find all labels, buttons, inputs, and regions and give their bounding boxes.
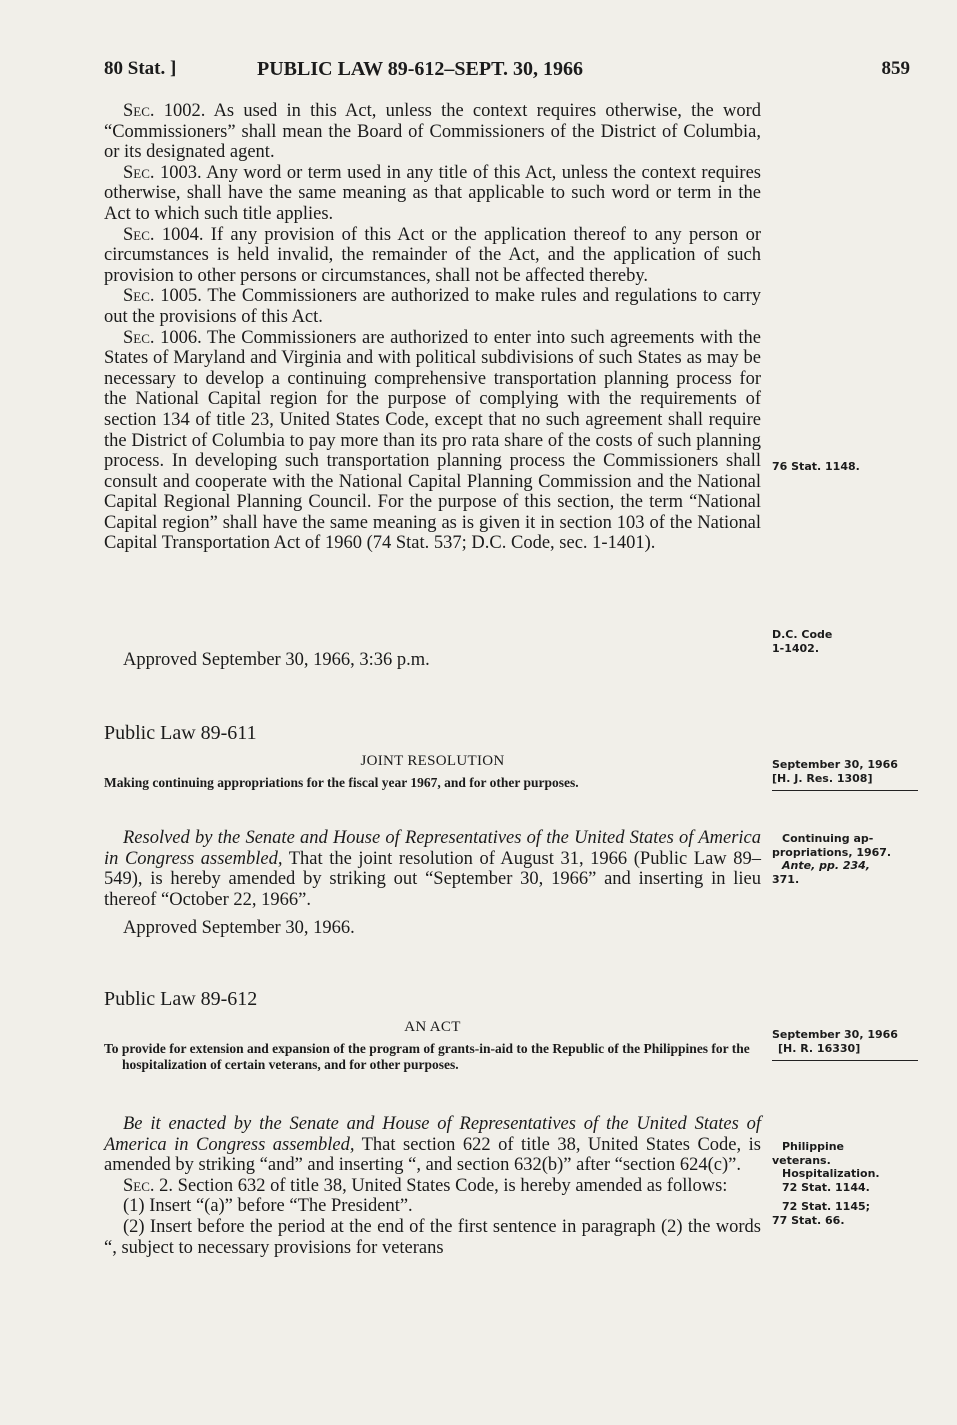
margin-note-text: September 30, 1966: [772, 1028, 898, 1041]
margin-note-text: Hospitalization.: [782, 1167, 880, 1181]
margin-note-text: Ante, pp. 234,: [782, 859, 870, 873]
margin-note-text: [H. J. Res. 1308]: [772, 771, 873, 785]
public-law-89-612-title: Public Law 89-612: [104, 988, 258, 1010]
section-label: Sec. 2.: [123, 1175, 174, 1196]
section-label: Sec. 1003.: [123, 162, 202, 183]
section-1005: [104, 286, 761, 327]
margin-note-date-612: [772, 1028, 922, 1055]
resolved-italic: Resolved by the Senate and House of Representatives of the United States of America in Congress assembled,: [104, 828, 761, 869]
header-statute-volume: 80 Stat. ]: [104, 58, 177, 79]
margin-note-text: 77 Stat. 66.: [772, 1213, 845, 1227]
margin-note-continuing: [772, 832, 922, 886]
section-1006: [104, 328, 761, 555]
amendment-item-2: (2) Insert before the period at the end of the first sentence in paragraph (2) the words “, subject to necessary provisions for veterans: [104, 1216, 761, 1258]
margin-note-text: D.C. Code: [772, 628, 833, 641]
margin-note-dc-code: [772, 628, 922, 655]
page-header: [104, 58, 910, 86]
section-text: Any word or term used in any title of this Act, unless the context requires otherwise, shall have the same meaning as that applicable to such word or term in the Act to which such title applies.: [104, 162, 761, 224]
amendment-item-1: (1) Insert “(a)” before “The President”.: [123, 1196, 413, 1217]
resolved-clause: [104, 828, 761, 910]
margin-divider: [772, 790, 918, 791]
header-page-number: 859: [881, 58, 910, 79]
margin-note-text: Continuing ap-: [782, 832, 874, 845]
pl-89-611-body: [104, 828, 761, 910]
public-law-89-611-title: Public Law 89-611: [104, 722, 257, 744]
joint-resolution-label: JOINT RESOLUTION: [360, 753, 505, 769]
section-label: Sec. 1004.: [123, 224, 204, 245]
margin-note-philippine: [772, 1140, 922, 1228]
section-1002: [104, 101, 761, 163]
margin-note-stat-1148: [772, 460, 922, 474]
section-label: Sec. 1006.: [123, 327, 202, 348]
section-1003: [104, 163, 761, 225]
margin-note-text: Philippine: [782, 1140, 845, 1153]
margin-note-text: 72 Stat. 1144.: [782, 1180, 870, 1194]
header-title: PUBLIC LAW 89-612–SEPT. 30, 1966: [257, 58, 583, 80]
pl-89-611-purpose: Making continuing appropriations for the fiscal year 1967, and for other purposes.: [104, 775, 579, 790]
approved-statement-2: Approved September 30, 1966.: [123, 918, 355, 938]
margin-note-text: 72 Stat. 1145;: [782, 1200, 871, 1214]
an-act-label: AN ACT: [404, 1019, 461, 1035]
margin-note-text: September 30, 1966: [772, 758, 898, 771]
margin-note-date-611: [772, 758, 922, 785]
margin-divider: [772, 1060, 918, 1061]
margin-note-text: 76 Stat. 1148.: [772, 460, 860, 473]
section-text: The Commissioners are authorized to enter into such agreements with the States of Maryland and Virginia and with political subdivisions of such States as may be necessary to develop a continuing comprehensive transportation planning process for the National Capital region for the purpose of complying with the requirements of section 134 of title 23, United States Code, except that no such agreement shall require the District of Columbia to pay more than its pro rata share of the costs of such planning process. In developing such transportation planning process the Commissioners shall consult and cooperate with the National Capital Planning Commission and the National Capital Regional Planning Council. For the purpose of this section, the term “National Capital region” shall have the same meaning as is given it in section 103 of the National Capital Transportation Act of 1960 (74 Stat. 537; D.C. Code, sec. 1-1401).: [104, 327, 762, 554]
enacting-clause: [104, 1114, 761, 1176]
section-text: As used in this Act, unless the context requires otherwise, the word “Commissioners” shall mean the Board of Commissioners of the District of Columbia, or its designated agent.: [104, 101, 761, 163]
section-text: If any provision of this Act or the application thereof to any person or circumstances is held invalid, the remainder of the Act, and the application of such provision to other persons or circumstances, shall not be affected thereby.: [104, 224, 761, 286]
section-label: Sec. 1005.: [123, 286, 202, 307]
margin-note-text: 1-1402.: [772, 641, 820, 655]
section-text: The Commissioners are authorized to make rules and regulations to carry out the provisions of this Act.: [104, 286, 761, 327]
sections-block: [104, 101, 761, 554]
enacting-italic: Be it enacted by the Senate and House of Representatives of the United States of America in Congress assembled,: [104, 1114, 761, 1155]
section-label: Sec. 1002.: [123, 101, 206, 121]
pl-89-612-body: [104, 1114, 761, 1258]
margin-note-text: propriations, 1967.: [772, 845, 892, 859]
margin-note-text: [H. R. 16330]: [778, 1041, 861, 1055]
section-text: Section 632 of title 38, United States Code, is hereby amended as follows:: [173, 1175, 728, 1196]
margin-note-text: 371.: [772, 872, 800, 886]
resolved-text: That the joint resolution of August 31, 1966 (Public Law 89–549), is hereby amended by striking out “September 30, 1966” and inserting in lieu thereof “October 22, 1966”.: [104, 848, 761, 910]
approved-statement-1: Approved September 30, 1966, 3:36 p.m.: [123, 650, 430, 670]
margin-note-text: veterans.: [772, 1153, 831, 1167]
pl-89-612-purpose: To provide for extension and expansion of the program of grants-in-aid to the Republic of the Philippines for the hospitalization of certain veterans, and for other purposes.: [104, 1041, 750, 1072]
section-2: [104, 1176, 761, 1197]
enacting-text: That section 622 of title 38, United States Code, is amended by striking “and” and inserting “, and section 632(b)” after “section 624(c)”.: [104, 1134, 761, 1176]
section-1004: [104, 225, 761, 287]
